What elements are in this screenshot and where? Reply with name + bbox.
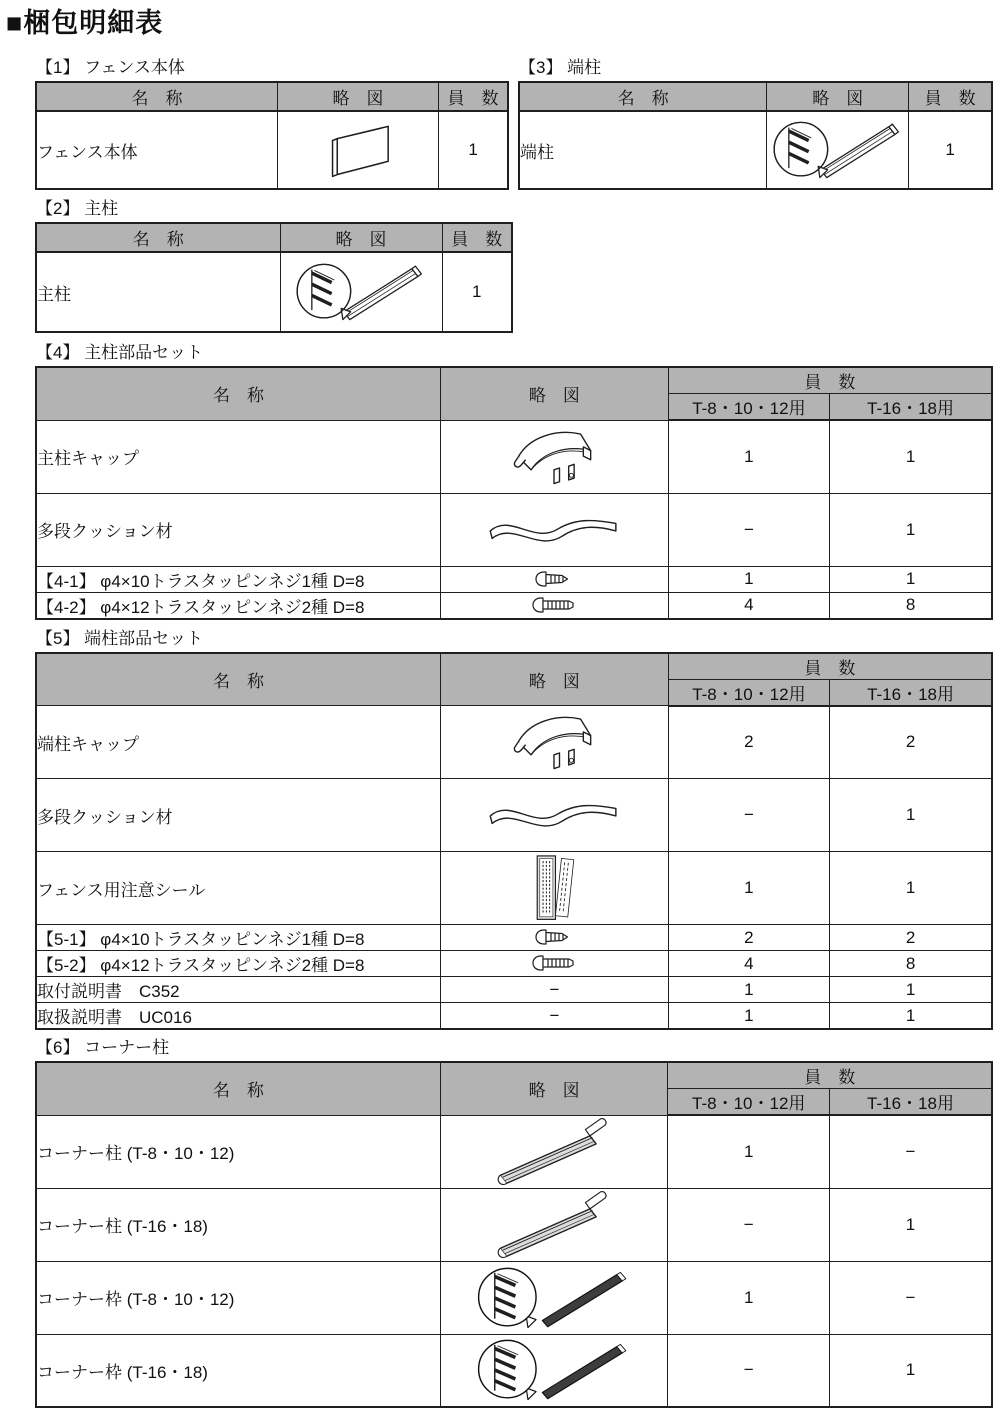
screw-short-sketch-cell xyxy=(441,566,669,592)
part-name-cell: 主柱キャップ xyxy=(36,420,441,493)
corner-post-sketch-cell xyxy=(440,1115,668,1188)
qty-cell: 2 xyxy=(830,706,992,779)
qty-cell: 1 xyxy=(668,420,829,493)
screw-short-sketch-icon xyxy=(534,928,574,946)
col-header-sketch: 略 図 xyxy=(441,653,669,706)
table-caption: 【2】 主柱 xyxy=(36,199,119,218)
col-header-name: 名 称 xyxy=(36,653,441,706)
qty-cell: 1 xyxy=(830,977,992,1003)
table-row xyxy=(519,111,992,189)
qty-cell: 1 xyxy=(442,252,512,332)
screw-long-sketch-cell xyxy=(441,951,669,977)
qty-cell: − xyxy=(668,1334,830,1407)
col-header-sketch: 略 図 xyxy=(277,82,438,111)
qty-cell: 2 xyxy=(668,706,829,779)
qty-cell: 8 xyxy=(830,592,992,619)
table-row xyxy=(36,1261,992,1334)
qty-cell: 4 xyxy=(668,951,829,977)
screw-short-sketch-icon xyxy=(534,570,574,588)
qty-cell: − xyxy=(668,1188,830,1261)
section-corner-post xyxy=(35,1038,993,1408)
end-post-parts-table-host xyxy=(35,652,993,1031)
caution-sticker-sketch-icon xyxy=(520,853,588,923)
table-caption: 【1】 フェンス本体 xyxy=(36,58,185,77)
table-caption: 【4】 主柱部品セット xyxy=(36,343,204,362)
part-name-cell: フェンス本体 xyxy=(36,111,277,189)
qty-cell: 1 xyxy=(668,852,829,925)
qty-cell: 1 xyxy=(830,1003,992,1030)
part-name-cell: コーナー枠 (T-8・10・12) xyxy=(36,1261,440,1334)
qty-cell: − xyxy=(668,493,829,566)
col-header-name: 名 称 xyxy=(36,223,280,252)
qty-cell: 1 xyxy=(668,566,829,592)
corner-post-sketch-cell xyxy=(440,1188,668,1261)
part-name-cell: 多段クッション材 xyxy=(36,493,441,566)
screw-short-sketch-cell xyxy=(441,925,669,951)
table-row xyxy=(36,706,992,779)
fence-body-table-host xyxy=(35,81,509,190)
qty-cell: 1 xyxy=(830,779,992,852)
part-name-cell: 【4-2】 φ4×12トラスタッピンネジ2種 D=8 xyxy=(36,592,441,619)
qty-cell: 1 xyxy=(829,1188,992,1261)
part-name-cell: 【5-1】 φ4×10トラスタッピンネジ1種 D=8 xyxy=(36,925,441,951)
qty-cell: 2 xyxy=(830,925,992,951)
corner-frame-magnifier-sketch-icon xyxy=(468,1263,640,1333)
corner-post-sketch-icon xyxy=(479,1117,629,1187)
content xyxy=(35,58,993,1408)
parts-table xyxy=(518,81,993,190)
qty-cell: 1 xyxy=(830,493,992,566)
part-name-cell: 多段クッション材 xyxy=(36,779,441,852)
part-name-cell: 【5-2】 φ4×12トラスタッピンネジ2種 D=8 xyxy=(36,951,441,977)
post-magnifier-sketch-icon xyxy=(292,255,430,329)
fence-panel-sketch-cell xyxy=(277,111,438,189)
post-magnifier-sketch-cell xyxy=(280,252,442,332)
parts-table xyxy=(35,652,993,1031)
corner-frame-magnifier-sketch-icon xyxy=(468,1335,640,1405)
qty-cell: 8 xyxy=(830,951,992,977)
cushion-sketch-icon xyxy=(479,794,629,836)
table-row xyxy=(36,493,992,566)
col-header-qty: 員 数 xyxy=(668,367,992,394)
table-row xyxy=(36,592,992,619)
top-row xyxy=(35,58,993,190)
col-header-qty: 員 数 xyxy=(442,223,512,252)
page-title: ■梱包明細表 xyxy=(6,8,164,38)
table-caption: 【5】 端柱部品セット xyxy=(36,628,204,648)
col-header-name: 名 称 xyxy=(519,82,767,111)
table-row xyxy=(36,977,992,1003)
screw-long-sketch-cell xyxy=(441,592,669,619)
col-header-qty-sub-0: T-8・10・12用 xyxy=(668,1089,830,1116)
section-main-post xyxy=(35,199,993,333)
part-name-cell: 【4-1】 φ4×10トラスタッピンネジ1種 D=8 xyxy=(36,566,441,592)
table-row xyxy=(36,1188,992,1261)
table-caption: 【6】 コーナー柱 xyxy=(36,1038,170,1057)
section-main-post-parts xyxy=(35,343,993,620)
col-header-qty-sub-0: T-8・10・12用 xyxy=(668,679,829,706)
corner-post-table-host xyxy=(35,1061,993,1408)
part-name-cell: 取付説明書 C352 xyxy=(36,977,441,1003)
table-row xyxy=(36,951,992,977)
table-row xyxy=(36,1334,992,1407)
cap-sketch-icon xyxy=(502,424,606,490)
col-header-qty: 員 数 xyxy=(668,1062,992,1089)
table-row xyxy=(36,566,992,592)
qty-cell: 4 xyxy=(668,592,829,619)
parts-table xyxy=(35,1061,993,1408)
table-caption: 【3】 端柱 xyxy=(519,58,602,77)
part-name-cell: コーナー柱 (T-8・10・12) xyxy=(36,1115,440,1188)
part-name-cell: 端柱 xyxy=(519,111,767,189)
col-header-qty-sub-1: T-16・18用 xyxy=(830,679,992,706)
part-name-cell: フェンス用注意シール xyxy=(36,852,441,925)
table-row xyxy=(36,111,508,189)
section-end-post-parts xyxy=(35,629,993,1031)
parts-table xyxy=(35,222,513,333)
screw-long-sketch-icon xyxy=(531,954,577,972)
table-row xyxy=(36,252,512,332)
qty-cell: 1 xyxy=(668,977,829,1003)
col-header-name: 名 称 xyxy=(36,367,441,420)
parts-table xyxy=(35,81,509,190)
section-fence-body xyxy=(35,58,509,190)
part-name-cell: コーナー柱 (T-16・18) xyxy=(36,1188,440,1261)
parts-table xyxy=(35,366,993,620)
section-end-post xyxy=(518,58,993,190)
col-header-sketch: 略 図 xyxy=(280,223,442,252)
part-name-cell: 端柱キャップ xyxy=(36,706,441,779)
qty-cell: 1 xyxy=(668,1115,830,1188)
post-magnifier-sketch-cell xyxy=(767,111,909,189)
screw-long-sketch-icon xyxy=(531,596,577,614)
no-sketch-cell: − xyxy=(441,1003,669,1030)
corner-frame-magnifier-sketch-cell xyxy=(440,1334,668,1407)
col-header-qty: 員 数 xyxy=(668,653,992,680)
col-header-sketch: 略 図 xyxy=(441,367,669,420)
part-name-cell: コーナー枠 (T-16・18) xyxy=(36,1334,440,1407)
qty-cell: 2 xyxy=(668,925,829,951)
main-post-table-host xyxy=(35,222,993,333)
qty-cell: 1 xyxy=(829,1334,992,1407)
qty-cell: 1 xyxy=(668,1261,830,1334)
table-row xyxy=(36,925,992,951)
table-row xyxy=(36,1115,992,1188)
qty-cell: 1 xyxy=(439,111,508,189)
fence-panel-sketch-icon xyxy=(299,117,417,183)
cushion-sketch-cell xyxy=(441,779,669,852)
col-header-qty: 員 数 xyxy=(439,82,508,111)
main-post-parts-table-host xyxy=(35,366,993,620)
qty-cell: 1 xyxy=(830,566,992,592)
col-header-name: 名 称 xyxy=(36,82,277,111)
cap-sketch-cell xyxy=(441,706,669,779)
qty-cell: 1 xyxy=(909,111,992,189)
table-row xyxy=(36,852,992,925)
col-header-name: 名 称 xyxy=(36,1062,440,1115)
col-header-qty-sub-1: T-16・18用 xyxy=(829,1089,992,1116)
qty-cell: 1 xyxy=(830,420,992,493)
table-row xyxy=(36,420,992,493)
corner-post-sketch-icon xyxy=(479,1190,629,1260)
qty-cell: − xyxy=(829,1261,992,1334)
col-header-sketch: 略 図 xyxy=(767,82,909,111)
table-row xyxy=(36,779,992,852)
post-magnifier-sketch-icon xyxy=(769,113,907,187)
qty-cell: 1 xyxy=(668,1003,829,1030)
col-header-sketch: 略 図 xyxy=(440,1062,668,1115)
col-header-qty: 員 数 xyxy=(909,82,992,111)
cap-sketch-cell xyxy=(441,420,669,493)
cushion-sketch-cell xyxy=(441,493,669,566)
cap-sketch-icon xyxy=(502,709,606,775)
part-name-cell: 取扱説明書 UC016 xyxy=(36,1003,441,1030)
no-sketch-cell: − xyxy=(441,977,669,1003)
end-post-table-host xyxy=(518,81,993,190)
corner-frame-magnifier-sketch-cell xyxy=(440,1261,668,1334)
table-row xyxy=(36,1003,992,1030)
qty-cell: 1 xyxy=(830,852,992,925)
part-name-cell: 主柱 xyxy=(36,252,280,332)
qty-cell: − xyxy=(668,779,829,852)
col-header-qty-sub-0: T-8・10・12用 xyxy=(668,394,829,421)
caution-sticker-sketch-cell xyxy=(441,852,669,925)
cushion-sketch-icon xyxy=(479,509,629,551)
col-header-qty-sub-1: T-16・18用 xyxy=(830,394,992,421)
qty-cell: − xyxy=(829,1115,992,1188)
